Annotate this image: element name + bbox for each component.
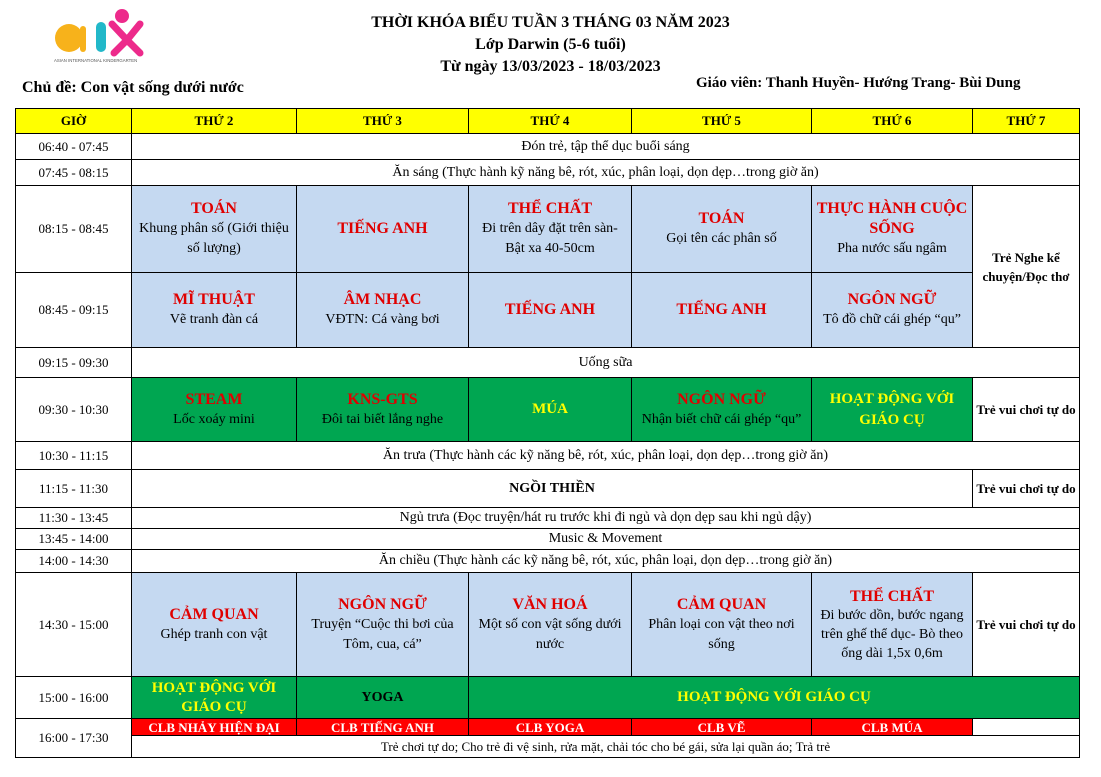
subject: HOẠT ĐỘNG VỚI GIÁO CỤ [151, 679, 277, 715]
lesson-desc: Pha nước sấu ngâm [837, 241, 947, 256]
lesson-cell [812, 186, 973, 273]
subject: TIẾNG ANH [676, 301, 767, 318]
subject: TOÁN [191, 200, 237, 217]
lesson-desc: Khung phân số (Giới thiệu số lượng) [139, 221, 289, 256]
table-row [16, 186, 1080, 273]
table-row [16, 550, 1080, 573]
club-cell: CLB YOGA [469, 719, 632, 736]
table-row [16, 736, 1080, 758]
subject: MÚA [532, 401, 568, 417]
time-cell: 07:45 - 08:15 [16, 160, 132, 186]
subject: THỰC HÀNH CUỘC SỐNG [816, 200, 968, 237]
club-cell: CLB VẼ [632, 719, 812, 736]
lesson-cell [632, 273, 812, 348]
lesson-cell [132, 677, 297, 719]
time-cell: 11:30 - 13:45 [16, 508, 132, 529]
lesson-desc: Một số con vật sống dưới nước [478, 616, 622, 652]
lesson-cell: YOGA [297, 677, 469, 719]
col-thu: THỨ 5 [632, 109, 812, 134]
col-wed: THỨ 4 [469, 109, 632, 134]
lesson-cell [297, 573, 469, 677]
saturday-cell: Trẻ vui chơi tự do [973, 573, 1080, 677]
subject: TIẾNG ANH [504, 301, 596, 318]
lesson-desc: Lốc xoáy mini [173, 411, 255, 427]
lesson-desc: VĐTN: Cá vàng bơi [325, 312, 440, 327]
col-tue: THỨ 3 [297, 109, 469, 134]
lesson-cell [132, 186, 297, 273]
subject: HOẠT ĐỘNG VỚI GIÁO CỤ [829, 390, 955, 428]
lesson-cell [469, 573, 632, 677]
lesson-cell [132, 273, 297, 348]
col-time: GIỜ [16, 109, 132, 134]
lesson-desc: Truyện “Cuộc thi bơi của Tôm, cua, cá” [311, 616, 454, 652]
lesson-cell [632, 573, 812, 677]
class-name: Lớp Darwin (5-6 tuổi) [475, 36, 626, 53]
lesson-cell [632, 378, 812, 442]
lesson-desc: Nhận biết chữ cái ghép “qu” [641, 411, 802, 427]
date-range: Từ ngày 13/03/2023 - 18/03/2023 [440, 58, 661, 75]
subject: THỂ CHẤT [507, 200, 592, 217]
lesson-cell [632, 186, 812, 273]
lesson-cell [812, 573, 973, 677]
saturday-cell: Trẻ vui chơi tự do [973, 378, 1080, 442]
time-cell: 09:30 - 10:30 [16, 378, 132, 442]
table-row [16, 348, 1080, 378]
activity-cell: Ăn trưa (Thực hành các kỹ năng bê, rót, xúc, phân loại, dọn dẹp…trong giờ ăn) [132, 442, 1080, 470]
lesson-desc: Vẽ tranh đàn cá [169, 312, 259, 327]
activity-cell: Đón trẻ, tập thể dục buổi sáng [132, 134, 1080, 160]
table-header-row [16, 109, 1080, 134]
table-row [16, 134, 1080, 160]
club-cell: CLB TIẾNG ANH [297, 719, 469, 736]
lesson-cell [132, 573, 297, 677]
lesson-cell [812, 378, 973, 442]
subject: TOÁN [698, 210, 745, 227]
col-sat: THỨ 7 [973, 109, 1080, 134]
subject: CẢM QUAN [676, 595, 767, 613]
table-row [16, 719, 1080, 736]
lesson-cell [469, 186, 632, 273]
activity-cell: Ăn sáng (Thực hành kỹ năng bê, rót, xúc, phân loại, dọn dẹp…trong giờ ăn) [132, 160, 1080, 186]
lesson-cell [132, 378, 297, 442]
lesson-cell [469, 378, 632, 442]
lesson-desc: Đi trên dây đặt trên sàn- Bật xa 40-50cm [482, 221, 618, 256]
col-fri: THỨ 6 [812, 109, 973, 134]
lesson-cell [469, 677, 1080, 719]
club-cell: CLB MÚA [812, 719, 973, 736]
lesson-desc: Đôi tai biết lắng nghe [321, 411, 444, 427]
schedule-table [15, 108, 1080, 758]
table-row [16, 273, 1080, 348]
activity-cell: Music & Movement [132, 529, 1080, 550]
lesson-desc: Ghép tranh con vật [160, 626, 268, 642]
table-row [16, 677, 1080, 719]
time-cell: 08:15 - 08:45 [16, 186, 132, 273]
topic: Chủ đề: Con vật sống dưới nước [22, 79, 244, 96]
table-row [16, 160, 1080, 186]
time-cell: 14:00 - 14:30 [16, 550, 132, 573]
saturday-cell: Trẻ Nghe kể chuyện/Đọc thơ [973, 186, 1080, 348]
lesson-desc: Gọi tên các phân số [666, 231, 777, 246]
subject: NGÔN NGỮ [338, 595, 427, 613]
time-cell: 15:00 - 16:00 [16, 677, 132, 719]
lesson-cell [297, 273, 469, 348]
subject: CẢM QUAN [169, 605, 259, 623]
lesson-cell [297, 186, 469, 273]
activity-cell: Trẻ chơi tự do; Cho trẻ đi vệ sinh, rửa mặt, chải tóc cho bé gái, sửa lại quần áo; Trả trẻ [132, 736, 1080, 758]
subject: ÂM NHẠC [343, 291, 422, 308]
table-row [16, 378, 1080, 442]
time-cell: 06:40 - 07:45 [16, 134, 132, 160]
lesson-desc: Phân loại con vật theo nơi sống [648, 616, 795, 652]
saturday-cell: Trẻ vui chơi tự do [973, 470, 1080, 508]
subject: THỂ CHẤT [849, 587, 934, 605]
lesson-cell [812, 273, 973, 348]
subject: MĨ THUẬT [173, 291, 255, 308]
table-row [16, 529, 1080, 550]
table-row [16, 508, 1080, 529]
lesson-cell [469, 273, 632, 348]
time-cell: 16:00 - 17:30 [16, 719, 132, 758]
club-cell: CLB NHẢY HIỆN ĐẠI [132, 719, 297, 736]
subject: HOẠT ĐỘNG VỚI GIÁO CỤ [677, 689, 871, 705]
lesson-cell [297, 378, 469, 442]
time-cell: 09:15 - 09:30 [16, 348, 132, 378]
time-cell: 08:45 - 09:15 [16, 273, 132, 348]
empty-cell [973, 719, 1080, 736]
subject: TIẾNG ANH [337, 220, 428, 237]
subject: KNS-GTS [347, 390, 418, 408]
subject: NGÔN NGỮ [677, 390, 766, 408]
lesson-desc: Đi bước dồn, bước ngang trên ghế thể dục- Bò theo ống dài 1,5x 0,6m [820, 607, 964, 661]
page-title: THỜI KHÓA BIỂU TUẦN 3 THÁNG 03 NĂM 2023 [371, 14, 730, 31]
table-row [16, 442, 1080, 470]
subject: NGÔN NGỮ [847, 291, 937, 308]
subject: STEAM [185, 390, 243, 408]
logo-subtitle: ASIAN INTERNATIONAL KINDERGARTEN [54, 58, 138, 63]
time-cell: 11:15 - 11:30 [16, 470, 132, 508]
activity-cell: Ăn chiều (Thực hành các kỹ năng bê, rót, xúc, phân loại, dọn dẹp…trong giờ ăn) [132, 550, 1080, 573]
teachers: Giáo viên: Thanh Huyền- Hướng Trang- Bùi Dung [696, 75, 1021, 91]
table-row [16, 470, 1080, 508]
time-cell: 13:45 - 14:00 [16, 529, 132, 550]
activity-cell: NGỒI THIỀN [132, 470, 973, 508]
activity-cell: Ngủ trưa (Đọc truyện/hát ru trước khi đi ngủ và dọn dẹp sau khi ngủ dậy) [132, 508, 1080, 529]
subject: VĂN HOÁ [512, 595, 588, 613]
time-cell: 10:30 - 11:15 [16, 442, 132, 470]
time-cell: 14:30 - 15:00 [16, 573, 132, 677]
lesson-desc: Tô đồ chữ cái ghép “qu” [823, 312, 961, 327]
table-row [16, 573, 1080, 677]
activity-cell: Uống sữa [132, 348, 1080, 378]
col-mon: THỨ 2 [132, 109, 297, 134]
